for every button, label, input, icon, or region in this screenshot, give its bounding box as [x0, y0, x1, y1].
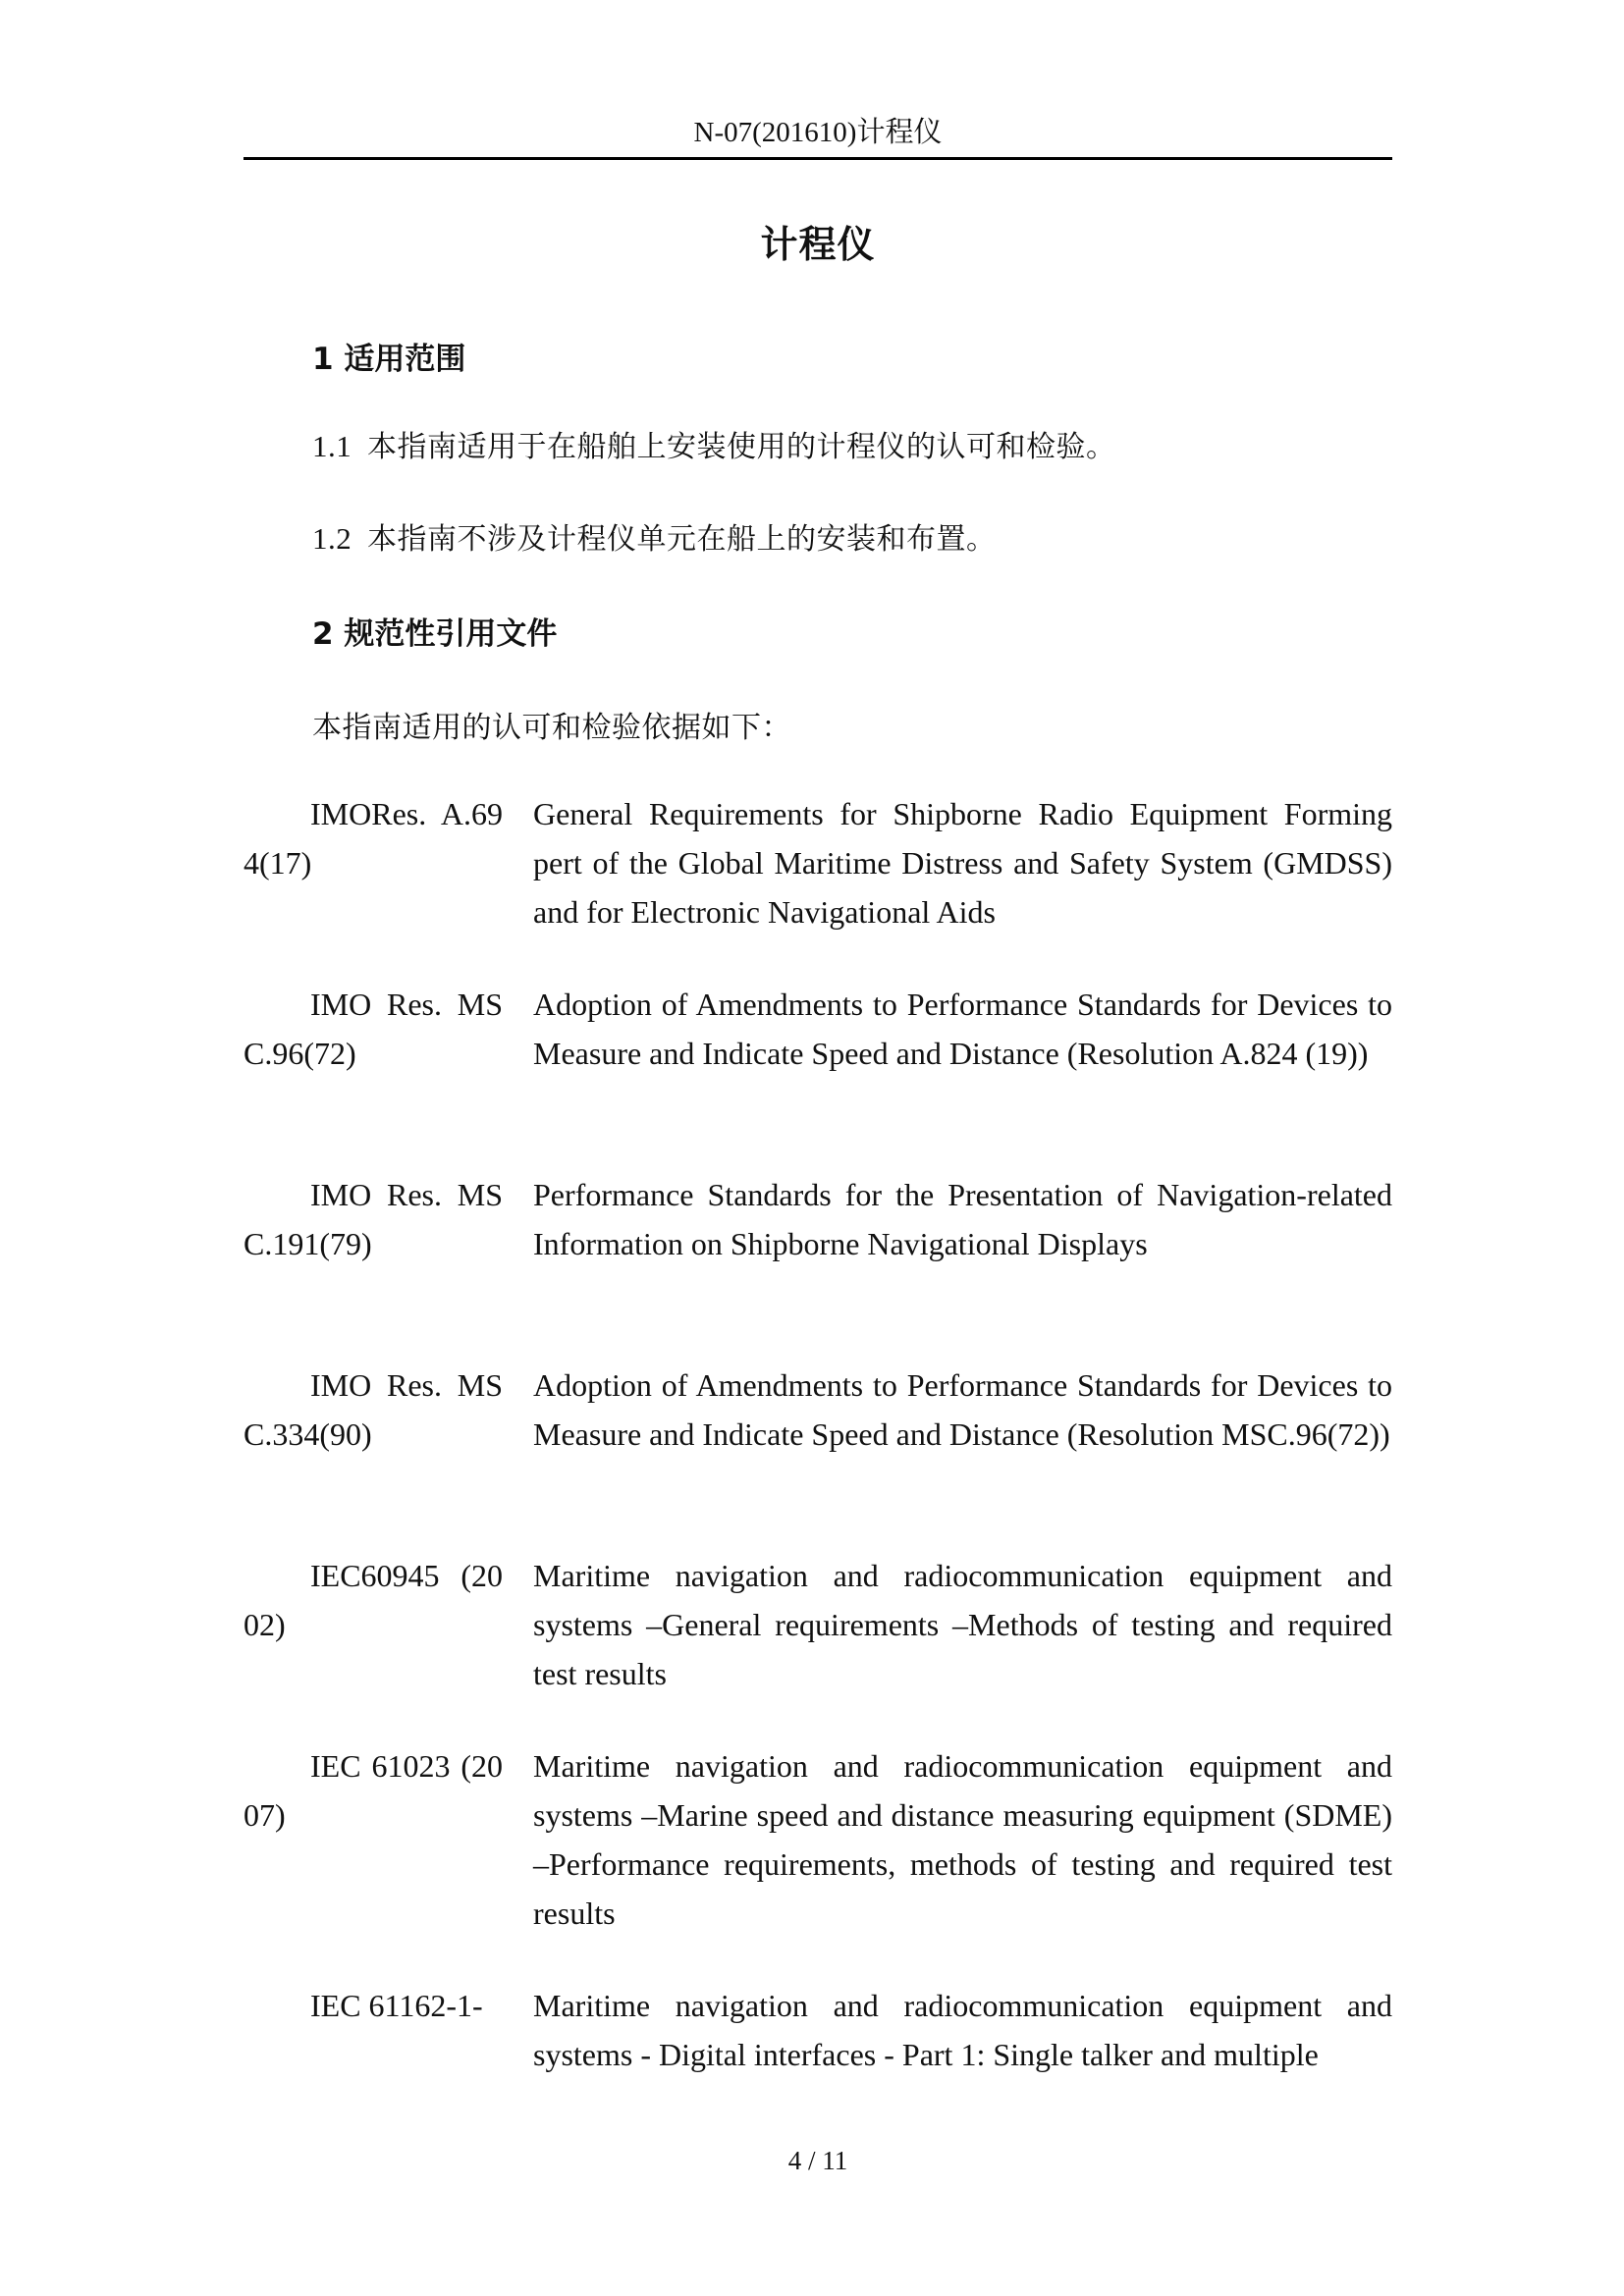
clause-number: 1.2	[312, 521, 352, 556]
reference-code: IMO Res. MSC.334(90)	[244, 1367, 503, 1452]
reference-title: General Requirements for Shipborne Radio Equipment Forming pert of the Global Maritime Distress and Safety System (GMDSS) and for Electronic Navigational Aids	[533, 796, 1392, 930]
section-heading-scope: 1 适用范围	[312, 342, 466, 377]
references-intro: 本指南适用的认可和检验依据如下：	[312, 711, 791, 745]
clause-text: 本指南适用于在船舶上安装使用的计程仪的认可和检验。	[367, 430, 1116, 464]
reference-title: Maritime navigation and radiocommunication equipment and systems –General requirements –Methods of testing and required test results	[533, 1558, 1392, 1691]
header-rule	[244, 157, 1392, 160]
reference-code: IEC 61023 (2007)	[244, 1748, 503, 1833]
reference-code: IMO Res. MSC.191(79)	[244, 1177, 503, 1261]
reference-title: Adoption of Amendments to Performance Standards for Devices to Measure and Indicate Speed and Distance (Resolution A.824 (19))	[533, 987, 1392, 1071]
clause-1-2	[312, 514, 997, 558]
clause-number: 1.1	[312, 429, 352, 463]
reference-title: Performance Standards for the Presentation of Navigation-related Information on Shipborne Navigational Displays	[533, 1177, 1392, 1261]
reference-code: IMORes. A.694(17)	[244, 796, 503, 881]
reference-code: IMO Res. MSC.96(72)	[244, 987, 503, 1071]
page-number: 4 / 11	[787, 2146, 848, 2175]
reference-title: Adoption of Amendments to Performance Standards for Devices to Measure and Indicate Speed and Distance (Resolution MSC.96(72))	[533, 1367, 1392, 1452]
document-title: 计程仪	[760, 223, 876, 266]
reference-code: IEC 61162-1-	[310, 1988, 483, 2023]
running-header: N-07(201610)计程仪	[693, 117, 943, 148]
reference-title: Maritime navigation and radiocommunication equipment and systems - Digital interfaces - Part 1: Single talker and multiple	[533, 1988, 1392, 2072]
reference-title: Maritime navigation and radiocommunication equipment and systems –Marine speed and distance measuring equipment (SDME) –Performance requirements, methods of testing and required test results	[533, 1748, 1392, 1931]
clause-text: 本指南不涉及计程仪单元在船上的安装和布置。	[367, 522, 997, 557]
section-heading-references: 2 规范性引用文件	[312, 616, 558, 652]
clause-1-1	[312, 422, 1116, 465]
reference-code: IEC60945 (2002)	[244, 1558, 503, 1642]
